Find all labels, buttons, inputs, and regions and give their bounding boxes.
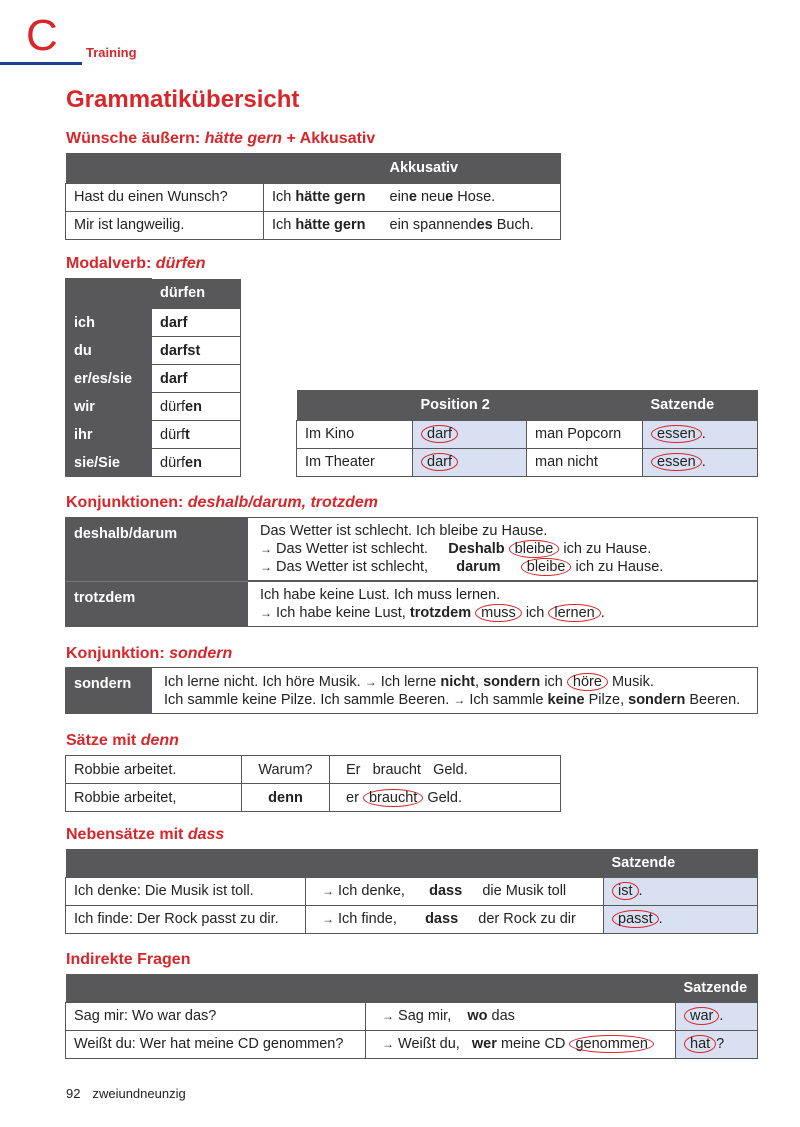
heading-sondern: Konjunktion: sondern: [66, 645, 233, 662]
page-title: Grammatikübersicht: [66, 86, 300, 113]
section-label: Training: [86, 45, 137, 60]
konj-row-deshalb: deshalb/darum Das Wetter ist schlecht. Ich bleibe zu Hause. → Das Wetter ist schlecht. Deshalb bleibe ich zu Hause. → Das Wetter ist schlecht, darum bleibe ich zu Hause.: [65, 517, 758, 580]
table-row: er/es/sie darf: [66, 365, 241, 393]
modal-sentences-table: [296, 390, 758, 477]
chapter-letter: C: [26, 11, 58, 60]
dass-table: [65, 849, 758, 934]
col-head-satzende: Satzende: [683, 979, 748, 996]
table-row: Mir ist langweilig. Ich hätte gern ein spannendes Buch.: [66, 211, 561, 239]
heading-denn: Sätze mit denn: [66, 732, 179, 749]
table-row: Im Kino darf man Popcorn essen .: [297, 420, 758, 448]
heading-wuensche: Wünsche äußern: hätte gern + Akkusativ: [66, 130, 376, 147]
heading-modalverb: Modalverb: dürfen: [66, 255, 206, 272]
col-head-position2: Position 2: [420, 396, 490, 413]
table-row: Robbie arbeitet. Warum? Er braucht Geld.: [66, 756, 561, 784]
wuensche-table: [65, 153, 561, 240]
table-row: sie/Sie dürfen: [66, 449, 241, 477]
table-row: Im Theater darf man nicht essen .: [297, 448, 758, 476]
heading-konjunktionen: Konjunktionen: deshalb/darum, trotzdem: [66, 494, 379, 511]
table-row: Weißt du: Wer hat meine CD genommen? → Weißt du, wer meine CD genommen hat ?: [66, 1030, 758, 1058]
footer: [66, 1086, 198, 1101]
denn-table: [65, 755, 561, 812]
col-head-satzende: Satzende: [650, 396, 715, 413]
chapter-bar: [0, 62, 82, 65]
page-number-word: zweiundneunzig: [92, 1086, 186, 1101]
table-row: Robbie arbeitet, denn er braucht Geld.: [66, 784, 561, 812]
table-row: Hast du einen Wunsch? Ich hätte gern eine neue Hose.: [66, 183, 561, 211]
col-head-duerfen: dürfen: [152, 279, 241, 309]
table-row: Ich denke: Die Musik ist toll. → Ich denke, dass die Musik toll ist .: [66, 877, 758, 905]
modal-table: [65, 278, 241, 477]
table-row: du darfst: [66, 337, 241, 365]
col-head-satzende: Satzende: [611, 854, 676, 871]
col-head-akkusativ: Akkusativ: [389, 159, 459, 176]
table-row: wir dürfen: [66, 393, 241, 421]
heading-dass: Nebensätze mit dass: [66, 826, 225, 843]
table-row: Ich finde: Der Rock passt zu dir. → Ich finde, dass der Rock zu dir passt .: [66, 905, 758, 933]
table-row: Sag mir: Wo war das? → Sag mir, wo das war .: [66, 1002, 758, 1030]
table-row: ihr dürft: [66, 421, 241, 449]
konj-row-trotzdem: trotzdem Ich habe keine Lust. Ich muss lernen. → Ich habe keine Lust, trotzdem muss ich lernen .: [65, 580, 758, 627]
table-row: ich darf: [66, 309, 241, 337]
sondern-row: sondern Ich lerne nicht. Ich höre Musik. → Ich lerne nicht, sondern ich höre Musik. Ich sammle keine Pilze. Ich sammle Beeren. → Ich sammle keine Pilze, sondern Beeren.: [65, 667, 758, 714]
heading-indirekte-fragen: Indirekte Fragen: [66, 951, 191, 968]
indirekt-table: [65, 974, 758, 1059]
page-number: 92: [66, 1086, 81, 1101]
